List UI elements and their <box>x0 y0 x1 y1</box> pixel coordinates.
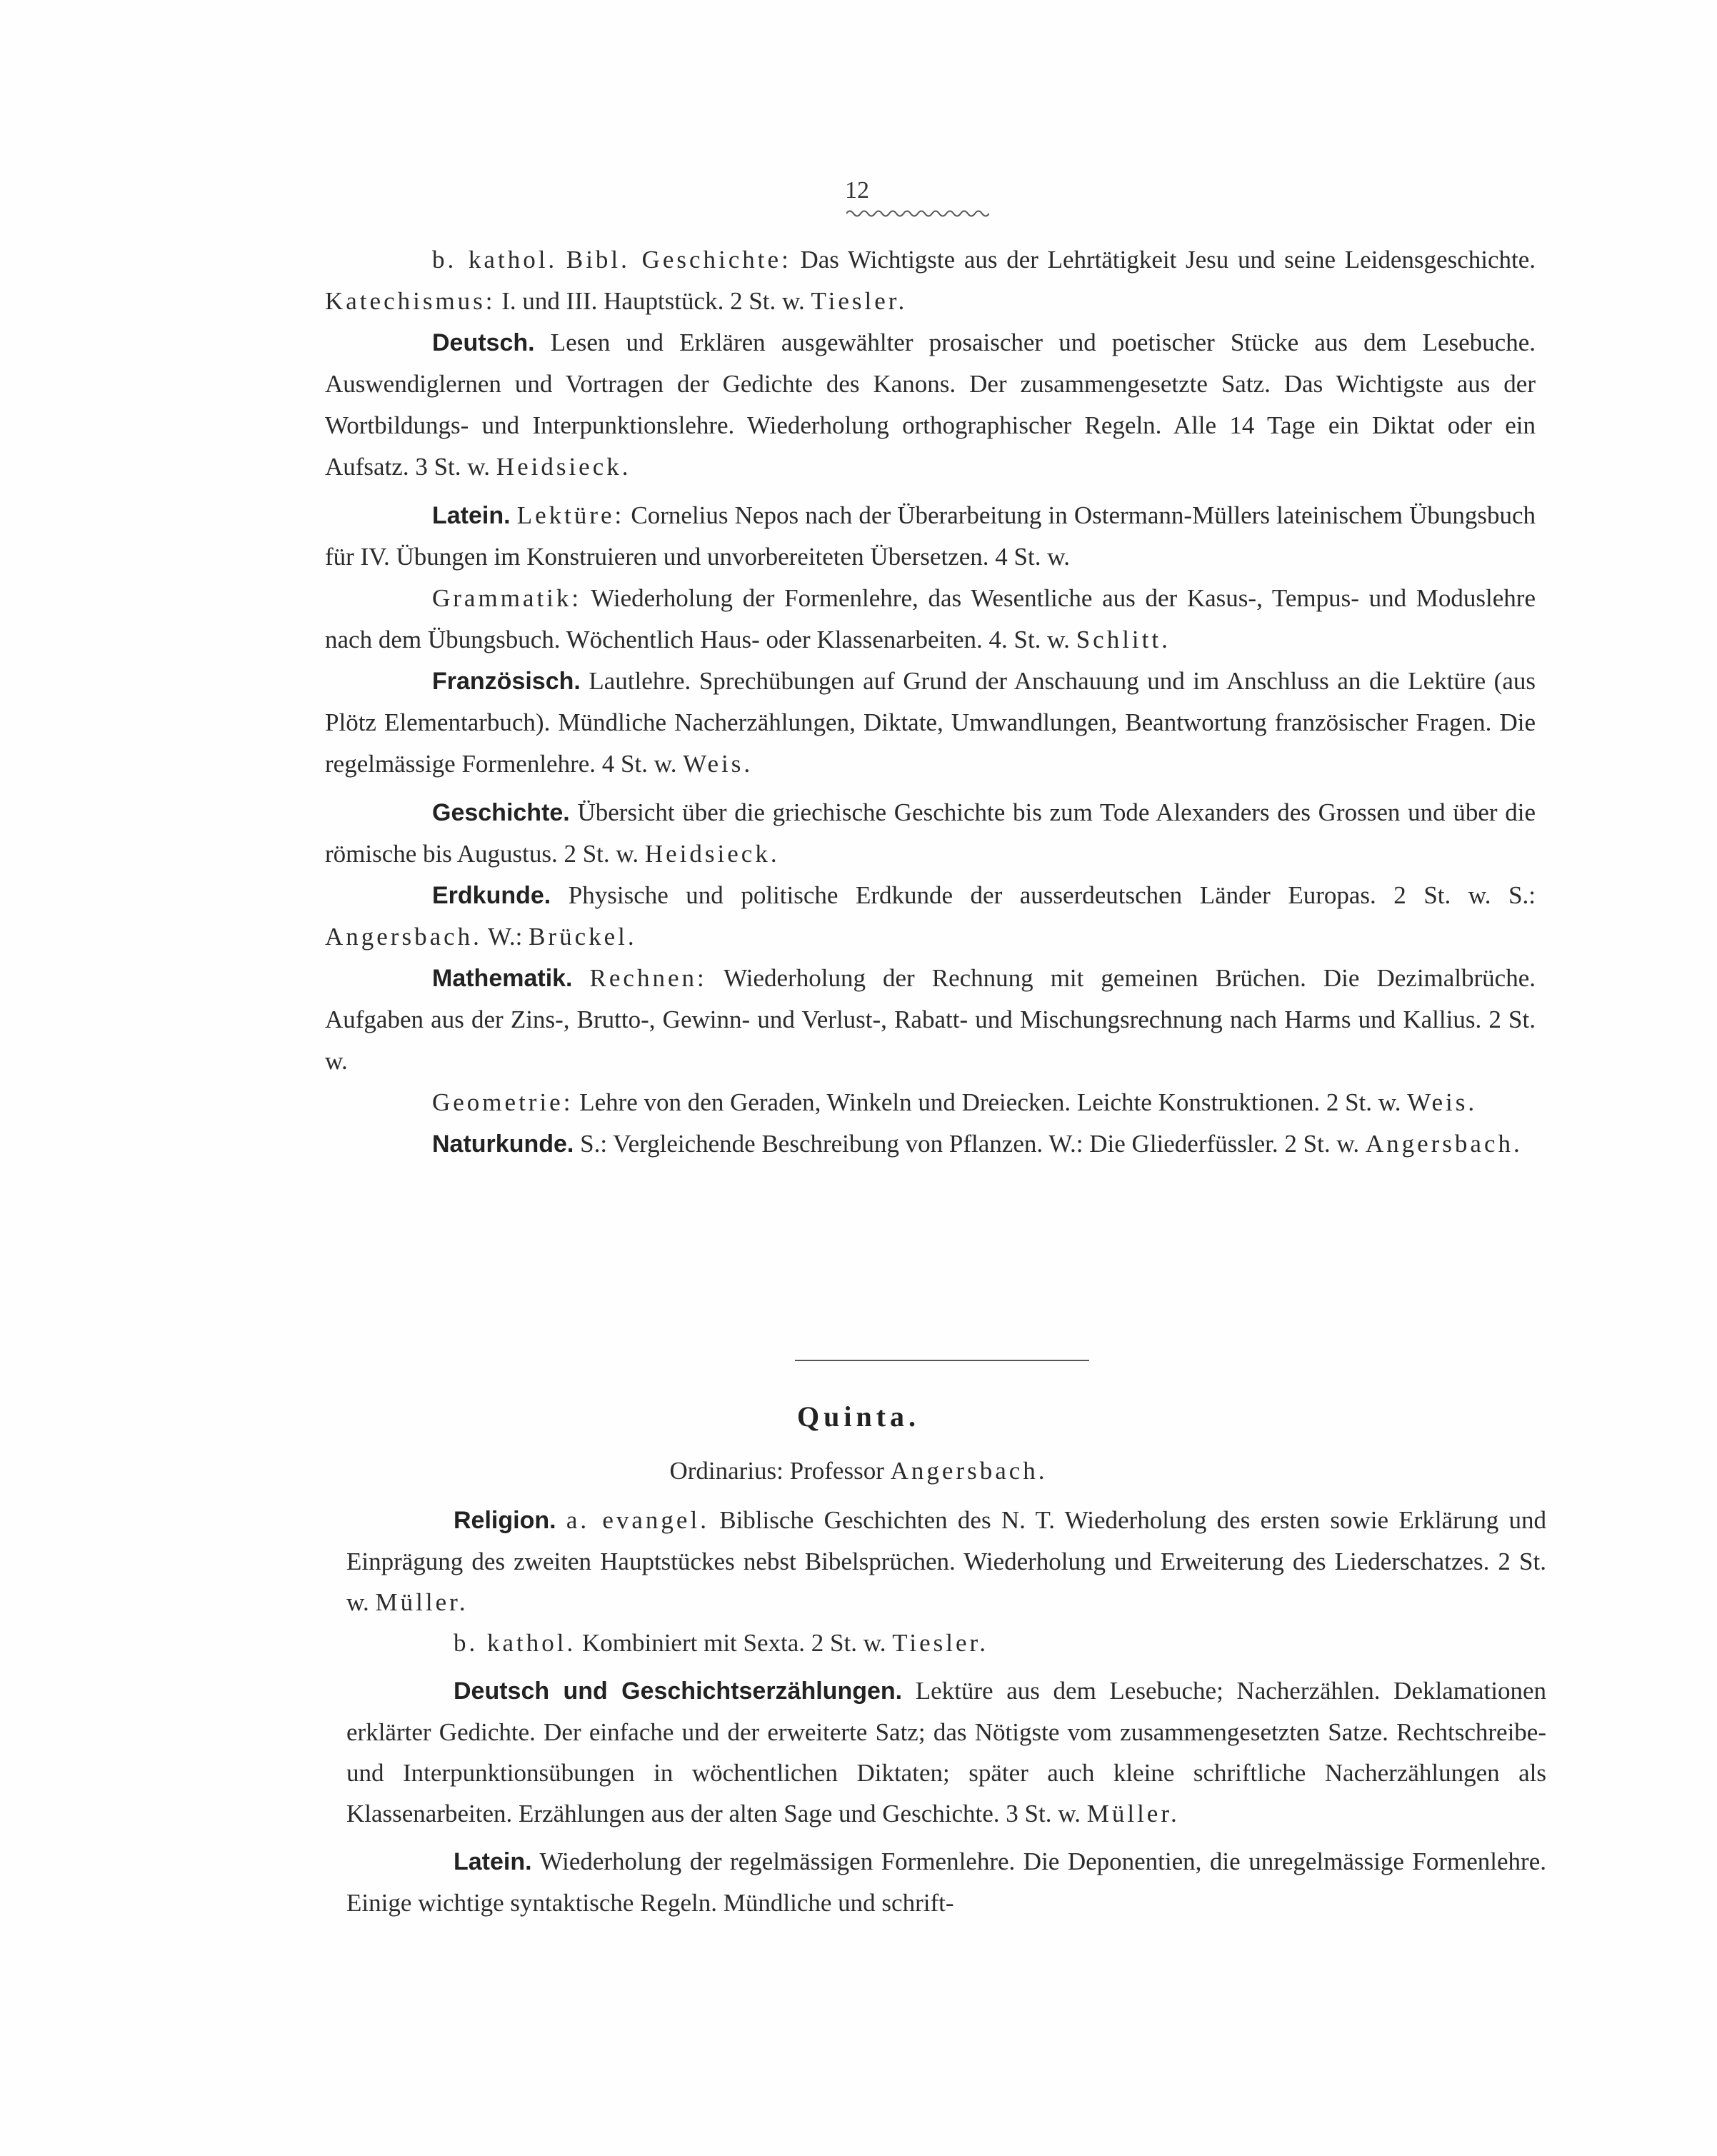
teacher-name: Heidsieck. <box>644 840 780 868</box>
paragraph-erdkunde <box>325 875 1536 958</box>
paragraph-geschichte <box>325 792 1536 875</box>
subject-heading: Französisch. <box>432 668 581 695</box>
paragraph-religion-kathol <box>346 1623 1546 1663</box>
subject-heading: Erdkunde. <box>432 882 551 909</box>
sub-heading: Lektüre: <box>516 501 625 529</box>
body-text: Kombiniert mit Sexta. 2 St. w. <box>581 1629 886 1657</box>
body-text: Lesen und Erklären ausgewählter prosaischer und poetischer Stücke aus dem Lesebuche. Auswendiglernen und Vortragen der Gedichte des Kanons. Der zusammengesetzte Satz. Das Wichtigste aus der Wortbildungs- und Interpunktionslehre. Wiederholung orthographischer Regeln. Alle 14 Tage ein Diktat oder ein Aufsatz. 3 St. w. <box>325 329 1536 481</box>
body-text: Lautlehre. Sprechübungen auf Grund der Anschauung und im Anschluss an die Lektüre (aus Plötz Elementarbuch). Mündliche Nacherzählungen, Diktate, Umwandlungen, Beantwortung französischer Fragen. Die regelmässige Formenlehre. 4 St. w. <box>325 667 1536 778</box>
teacher-name: Angersbach. <box>325 923 482 951</box>
subject-heading: Latein. <box>432 502 511 529</box>
subject-heading: Deutsch. <box>432 329 535 356</box>
page-number: 12 <box>845 177 869 204</box>
body-text: Das Wichtigste aus der Lehrtätigkeit Jesu und seine Leidensgeschichte. <box>800 246 1536 274</box>
subject-heading: Latein. <box>454 1848 532 1875</box>
paragraph-religion-kathol <box>325 239 1536 322</box>
sub-heading: Rechnen: <box>589 964 707 992</box>
paragraph-geometrie <box>325 1082 1536 1123</box>
body-text: Wiederholung der Rechnung mit gemeinen Brüchen. Die Dezimalbrüche. Aufgaben aus der Zins-, Brutto-, Gewinn- und Verlust-, Rabatt- und Mischungsrechnung nach Harms und Kallius. 2 St. w. <box>325 964 1536 1075</box>
subject-heading: Naturkunde. <box>432 1130 574 1158</box>
subject-heading: Mathematik. <box>432 965 573 992</box>
body-text: Wiederholung der regelmässigen Formenlehre. Die Deponentien, die unregelmässige Formenlehre. Einige wichtige syntaktische Regeln. Mündliche und schrift- <box>346 1847 1546 1917</box>
label: a. evangel. <box>566 1506 709 1534</box>
paragraph-deutsch <box>346 1670 1546 1834</box>
sub-heading: Grammatik: <box>432 584 582 612</box>
paragraph-latein-grammatik <box>325 578 1536 661</box>
paragraph-latein-lektuere <box>325 495 1536 578</box>
body-text: W.: <box>488 923 523 951</box>
teacher-name: Müller. <box>1086 1800 1180 1827</box>
body-text: Biblische Geschichten des N. T. Wiederholung des ersten sowie Erklärung und Einprägung des zweiten Hauptstückes nebst Bibelsprüchen. Wiederholung und Erweiterung des Liederschatzes. 2 St. w. <box>346 1506 1547 1616</box>
teacher-name: Müller. <box>375 1588 469 1616</box>
body-text: Cornelius Nepos nach der Überarbeitung in Ostermann-Müllers lateinischem Übungsbuch für IV. Übungen im Konstruieren und unvorbereiteten Übersetzen. 4 St. w. <box>325 501 1536 571</box>
label: b. kathol. <box>454 1629 576 1657</box>
sub-heading: Katechismus: <box>325 287 496 315</box>
wavy-ornament <box>846 209 989 219</box>
paragraph-franzoesisch <box>325 661 1536 785</box>
body-text: Lehre von den Geraden, Winkeln und Dreiecken. Leichte Konstruktionen. 2 St. w. <box>579 1088 1401 1116</box>
paragraph-religion <box>346 1500 1546 1623</box>
subject-heading: Geschichte. <box>432 799 570 826</box>
ordinarius-name: Angersbach. <box>890 1457 1048 1485</box>
subject-heading: Bibl. Geschichte: <box>566 246 791 274</box>
subject-heading: Deutsch und Geschichtserzählungen. <box>454 1678 903 1705</box>
body-text: Übersicht über die griechische Geschichte bis zum Tode Alexanders des Grossen und über die römische bis Augustus. 2 St. w. <box>325 798 1536 868</box>
paragraph-deutsch <box>325 322 1536 488</box>
sub-heading: Geometrie: <box>432 1088 574 1116</box>
teacher-name: Weis. <box>683 750 754 778</box>
section-divider <box>795 1360 1089 1361</box>
label: b. kathol. <box>432 246 558 274</box>
quarta-continued-block <box>325 239 1536 1165</box>
section-title: Quinta. <box>796 1400 921 1433</box>
teacher-name: Heidsieck. <box>496 453 631 481</box>
ordinarius-line <box>0 1457 1717 1485</box>
paragraph-naturkunde <box>325 1123 1536 1165</box>
teacher-name: Tiesler. <box>892 1629 988 1657</box>
subject-heading: Religion. <box>454 1507 556 1534</box>
teacher-name: Angersbach. <box>1365 1130 1523 1158</box>
body-text: Physische und politische Erdkunde der ausserdeutschen Länder Europas. 2 St. w. S.: <box>568 881 1536 909</box>
teacher-name: Tiesler. <box>811 287 908 315</box>
body-text: Lektüre aus dem Lesebuche; Nacherzählen. Deklamationen erklärter Gedichte. Der einfache und der erweiterte Satz; das Nötigste vom zusammengesetzten Satze. Rechtschreibe- und Interpunktionsübungen in wöchentlichen Diktaten; später auch kleine schriftliche Nacherzählungen als Klassenarbeiten. Erzählungen aus der alten Sage und Geschichte. 3 St. w. <box>346 1677 1546 1827</box>
body-text: I. und III. Hauptstück. 2 St. w. <box>501 287 805 315</box>
teacher-name: Schlitt. <box>1076 626 1171 653</box>
body-text: S.: Vergleichende Beschreibung von Pflanzen. W.: Die Gliederfüssler. 2 St. w. <box>580 1130 1360 1158</box>
paragraph-mathematik <box>325 958 1536 1082</box>
quinta-block <box>346 1500 1546 1923</box>
teacher-name: Weis. <box>1407 1088 1478 1116</box>
paragraph-latein <box>346 1841 1546 1923</box>
ordinarius-label: Ordinarius: Professor <box>669 1457 884 1485</box>
body-text: Wiederholung der Formenlehre, das Wesentliche aus der Kasus-, Tempus- und Moduslehre nach dem Übungsbuch. Wöchentlich Haus- oder Klassenarbeiten. 4. St. w. <box>325 584 1536 653</box>
teacher-name: Brückel. <box>529 923 637 951</box>
